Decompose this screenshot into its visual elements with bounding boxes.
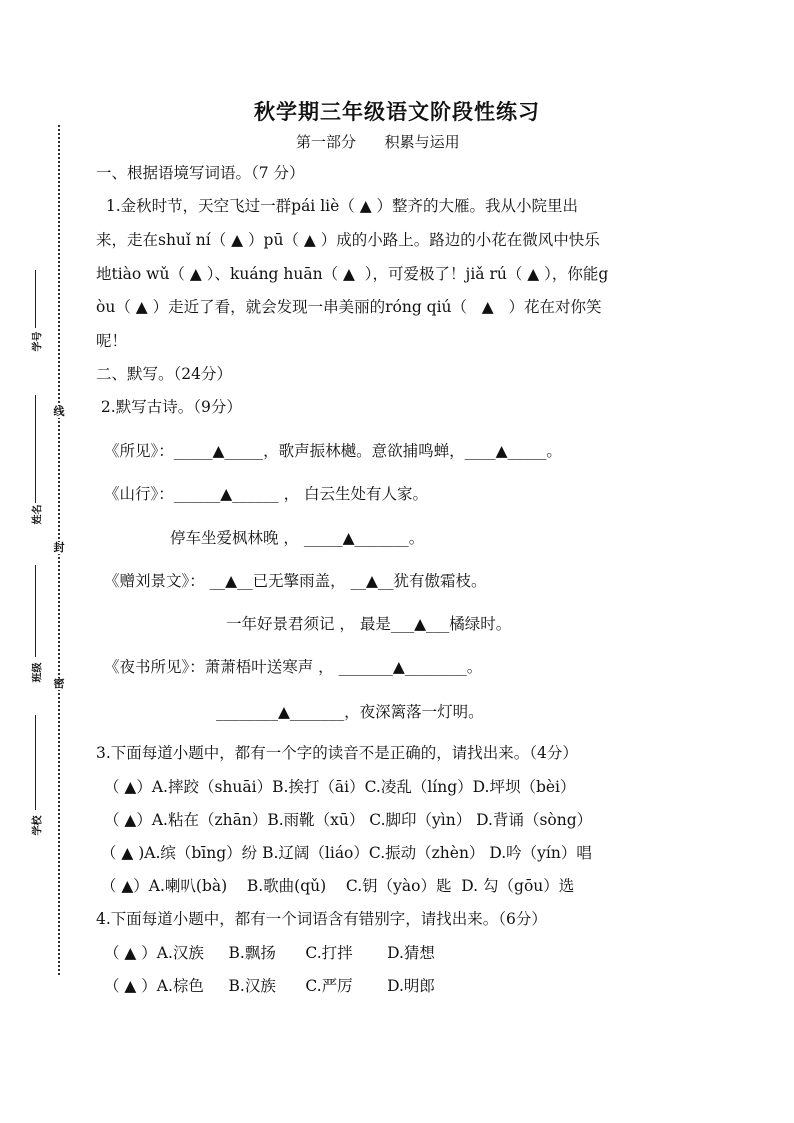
- name-label: 姓名: [32, 504, 44, 525]
- name-underline: [35, 395, 36, 503]
- exam-subtitle: 第一部分 积累与运用: [296, 133, 460, 151]
- poem-yeshusuojian: 《夜书所见》：萧萧梧叶送寒声 ， _______▲________。: [104, 658, 483, 676]
- q1-text-line: 呢！: [96, 332, 128, 350]
- poem-yeshusuojian-line2: ________▲_______，夜深篱落一灯明。: [216, 703, 484, 721]
- binding-char-xian: 线: [53, 405, 65, 418]
- class-field[interactable]: [20, 565, 44, 685]
- section-1-heading: 一、根据语境写词语。（7 分）: [96, 164, 305, 182]
- q3-item: （ ▲）A.摔跤（shuāi）B.挨打（āi）C.凌乱（líng）D.坪坝（bèi）: [104, 778, 576, 796]
- q4-heading: 4.下面每道小题中，都有一个词语含有错别字，请找出来。（6分）: [96, 910, 547, 928]
- school-underline: [35, 715, 36, 810]
- school-field[interactable]: [20, 715, 44, 840]
- poem-suojian: 《所见》：_____▲_____，歌声振林樾。意欲捕鸣蝉，____▲_____。: [104, 442, 562, 460]
- student-number-label: 学号: [32, 331, 44, 352]
- poem-zengliujingwen-line2: 一年好景君须记 ， 最是___▲___橘绿时。: [226, 615, 512, 633]
- q3-item: （ ▲ )A.缤（bīng）纷 B.辽阔（liáo）C.振动（zhèn） D.吟（yín）唱: [96, 844, 592, 862]
- binding-char-feng: 封: [53, 541, 65, 554]
- q3-item: （ ▲）A.喇叭(bà) B.歌曲(qǔ) C.钥（yào）匙 D. 勾（gōu）选: [96, 877, 575, 895]
- q1-text-line: 1.金秋时节，天空飞过一群pái liè（ ▲ ）整齐的大雁。我从小院里出: [96, 197, 579, 215]
- poem-zengliujingwen: 《赠刘景文》： __▲__已无擎雨盖， __▲__犹有傲霜枝。: [104, 572, 487, 590]
- q3-heading: 3.下面每道小题中，都有一个字的读音不是正确的，请找出来。（4分）: [96, 744, 578, 762]
- class-label: 班级: [32, 662, 44, 683]
- student-number-field[interactable]: [20, 270, 44, 355]
- binding-char-mi: 密: [53, 677, 65, 690]
- class-underline: [35, 565, 36, 657]
- student-number-underline: [35, 270, 36, 328]
- q1-text-line: òu（ ▲ ）走近了看，就会发现一串美丽的róng qiú（ ▲ ）花在对你笑: [96, 298, 602, 316]
- exam-title: 秋学期三年级语文阶段性练习: [254, 99, 540, 124]
- q2-heading: 2.默写古诗。（9分）: [96, 398, 242, 416]
- q4-item: （ ▲ ）A.汉族 B.飘扬 C.打拌 D.猜想: [104, 944, 435, 962]
- q3-item: （ ▲）A.粘在（zhān）B.雨靴（xū） C.脚印（yìn） D.背诵（sòng）: [104, 811, 593, 829]
- school-label: 学校: [32, 815, 44, 836]
- q1-text-line: 来，走在shuǐ ní（ ▲ ）pū（ ▲ ）成的小路上。路边的小花在微风中快乐: [96, 231, 600, 249]
- poem-shanxing-line2: 停车坐爱枫林晚 ， _____▲_______。: [170, 529, 425, 547]
- section-2-heading: 二、默写。（24分）: [96, 365, 232, 383]
- q1-text-line: 地tiào wǔ（ ▲ ）、kuáng huān（ ▲ ），可爱极了！jiǎ rú（ ▲ ），你能g: [96, 265, 609, 283]
- q4-item: （ ▲ ）A.棕色 B.汉族 C.严厉 D.明郎: [104, 977, 435, 995]
- name-field[interactable]: [20, 395, 44, 525]
- poem-shanxing: 《山行》：______▲______ ， 白云生处有人家。: [104, 485, 429, 503]
